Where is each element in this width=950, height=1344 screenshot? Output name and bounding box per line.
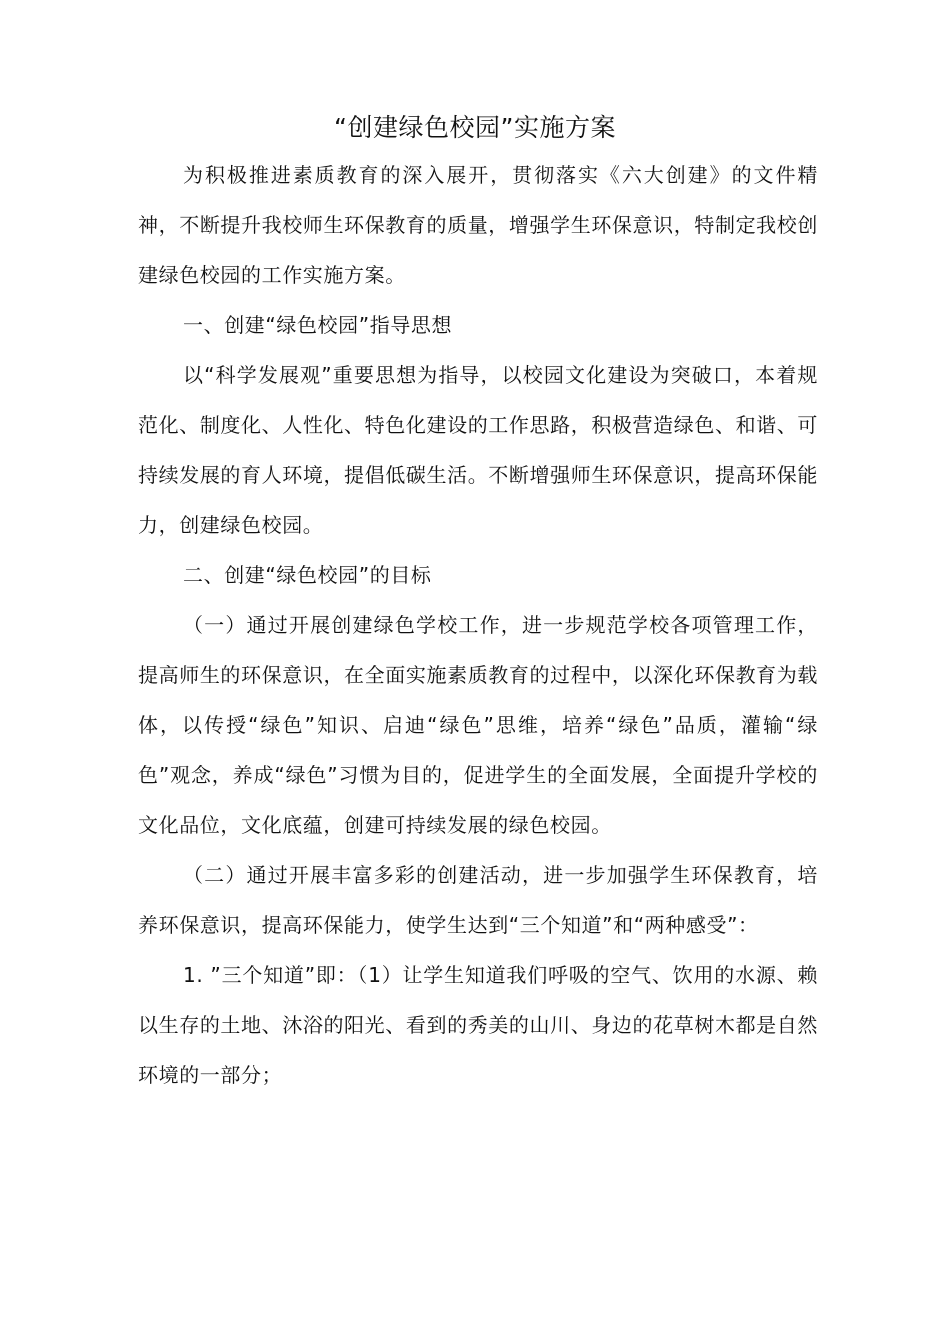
three-knows-paragraph: 1. ”三个知道”即：（1）让学生知道我们呼吸的空气、饮用的水源、赖以生存的土地、沐浴的阳光、看到的秀美的山川、身边的花草树木都是自然环境的一部分； [138,963,818,1087]
section-heading-goals: 二、创建“绿色校园”的目标 [183,563,432,587]
document-title: “创建绿色校园”实施方案 [334,113,616,142]
intro-paragraph: 为积极推进素质教育的深入展开，贯彻落实《六大创建》的文件精神，不断提升我校师生环保教育的质量，增强学生环保意识，特制定我校创建绿色校园的工作实施方案。 [138,163,818,287]
section-heading-guiding-ideology: 一、创建“绿色校园”指导思想 [183,313,453,337]
document-body [138,150,818,1100]
guiding-ideology-paragraph: 以“科学发展观”重要思想为指导，以校园文化建设为突破口，本着规范化、制度化、人性化、特色化建设的工作思路，积极营造绿色、和谐、可持续发展的育人环境，提倡低碳生活。不断增强师生环保意识，提高环保能力，创建绿色校园。 [138,363,818,537]
goal-two-paragraph: （二）通过开展丰富多彩的创建活动，进一步加强学生环保教育，培养环保意识，提高环保能力，使学生达到“三个知道”和“两种感受”： [138,863,818,937]
goal-one-paragraph: （一）通过开展创建绿色学校工作，进一步规范学校各项管理工作，提高师生的环保意识，在全面实施素质教育的过程中，以深化环保教育为载体，以传授“绿色”知识、启迪“绿色”思维，培养“绿色”品质，灌输“绿色”观念，养成“绿色”习惯为目的，促进学生的全面发展，全面提升学校的文化品位，文化底蕴，创建可持续发展的绿色校园。 [138,613,818,837]
